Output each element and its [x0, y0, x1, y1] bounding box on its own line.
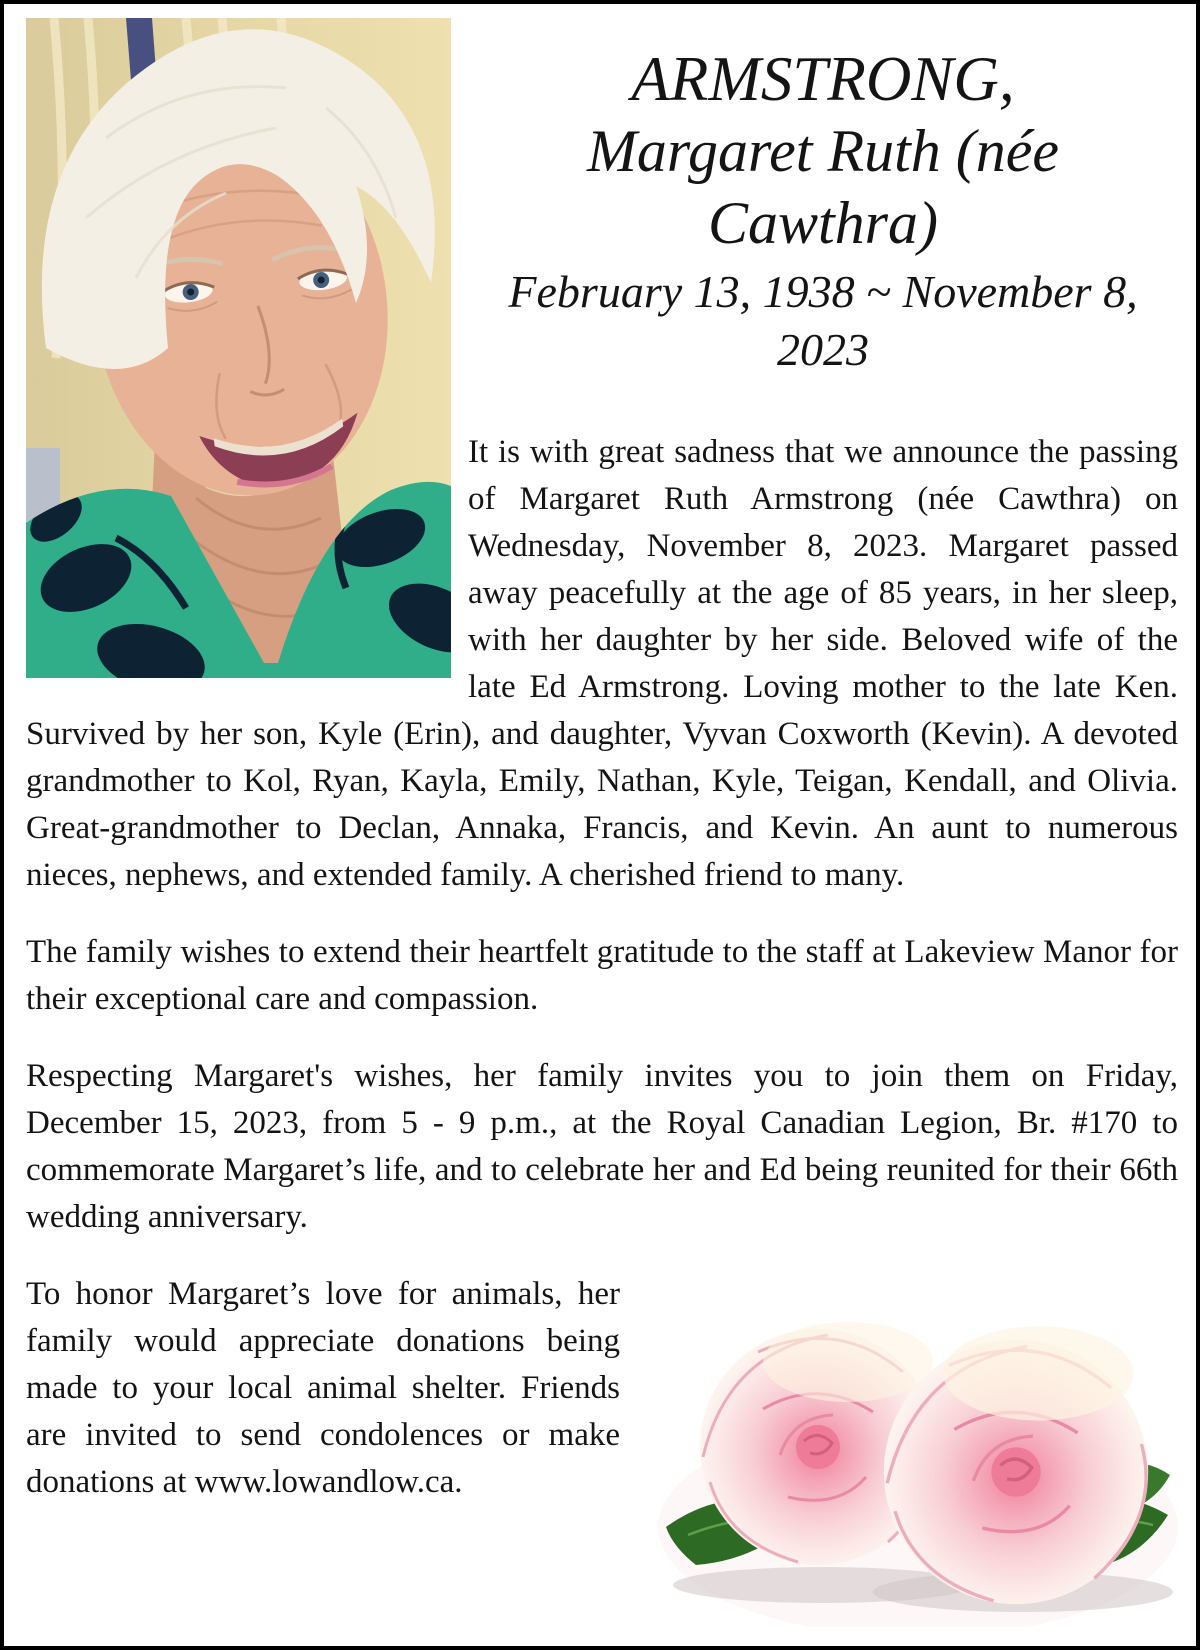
obituary-paragraph-4: To honor Margaret’s love for animals, her family would appreciate donations being made to your local animal shelter. Friends are invited to send condolences or make donations at www.lowandlow.ca.	[26, 1276, 620, 1500]
roses-illustration	[648, 1277, 1178, 1627]
surname-title: ARMSTRONG,	[631, 44, 1015, 114]
obituary-paragraph-2: The family wishes to extend their heartfelt gratitude to the staff at Lakeview Manor for their exceptional care and compassion.	[26, 934, 1178, 1017]
obituary-paragraph-3: Respecting Margaret's wishes, her family invites you to join them on Friday, December 15, 2023, from 5 - 9 p.m., at the Royal Canadian Legion, Br. #170 to commemorate Margaret’s life, and to celebrate her and Ed being reunited for their 66th wedding anniversary.	[26, 1058, 1178, 1235]
portrait-photo	[26, 18, 451, 678]
life-dates: February 13, 1938 ~ November 8, 2023	[508, 266, 1138, 375]
obituary-content	[4, 4, 1196, 1646]
full-name-title: Margaret Ruth (née Cawthra)	[586, 118, 1060, 256]
pink-roses-image	[648, 1277, 1178, 1627]
portrait-illustration	[26, 18, 451, 678]
obituary-paragraph-1: It is with great sadness that we announce the passing of Margaret Ruth Armstrong (née Cawthra) on Wednesday, November 8, 2023. Margaret passed away peacefully at the age of 85 years, in her sleep, with her daughter by her side. Beloved wife of the late Ed Armstrong. Loving mother to the late Ken. Survived by her son, Kyle (Erin), and daughter, Vyvan Coxworth (Kevin). A devoted grandmother to Kol, Ryan, Kayla, Emily, Nathan, Kyle, Teigan, Kendall, and Olivia. Great-grandmother to Declan, Annaka, Francis, and Kevin. An aunt to numerous nieces, nephews, and extended family. A cherished friend to many.	[26, 434, 1178, 893]
